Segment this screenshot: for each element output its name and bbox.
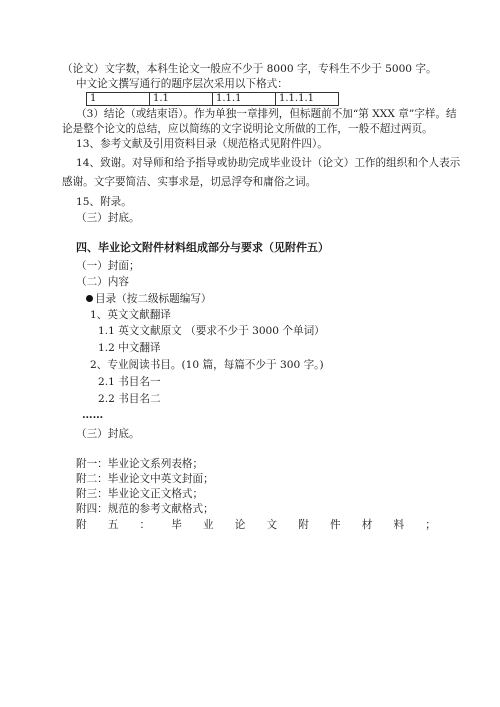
heading-level-table [86, 92, 339, 106]
char: 件 [330, 519, 341, 531]
char: 业 [203, 519, 214, 531]
text-line: 论是整个论文的总结，应以简练的文字说明论文所做的工作，一般不超过两页。 [62, 123, 433, 135]
text-line: 1.1 英文文献原文 （要求不少于 3000 个单词） [98, 325, 325, 337]
toc-item [86, 293, 212, 306]
text-line: （一）封面； [76, 260, 140, 272]
text-line: 2.2 书目名二 [98, 393, 161, 405]
table-cell: 1.1.1 [213, 93, 276, 106]
text-line: 感谢。文字要简洁、实事求是，切忌浮夸和庸俗之词。 [62, 176, 317, 188]
char: 五 [107, 519, 119, 531]
text-line: （3）结论（或结束语）。作为单独一章排列，但标题前不加“第 XXX 章”字样。结 [76, 108, 457, 120]
appendix-line: 附二：毕业论文中英文封面； [76, 473, 214, 485]
toc-label: 目录（按二级标题编写） [95, 293, 212, 305]
char: 文 [266, 519, 278, 531]
table-cell: 1 [87, 93, 150, 106]
char: 材 [361, 519, 373, 531]
appendix-line: 附四：规范的参考文献格式； [76, 503, 214, 515]
section-heading: 四、毕业论文附件材料组成部分与要求（见附件五） [76, 241, 329, 254]
text-line: （论文）文字数，本科生论文一般应不少于 8000 字，专科生不少于 5000 字。 [62, 63, 437, 75]
text-line: （二）内容 [76, 276, 129, 288]
appendix-line: 附一：毕业论文系列表格； [76, 458, 204, 470]
text-line: 14、致谢。对导师和给予指导或协助完成毕业设计（论文）工作的组织和个人表示 [76, 157, 461, 169]
ellipsis: …… [82, 409, 104, 421]
text-line: 13、参考文献及引用资料目录（规范格式见附件四）。 [76, 138, 328, 150]
appendix-line-justified [76, 519, 436, 532]
char: ： [139, 519, 151, 531]
bullet-icon [86, 295, 93, 302]
char: 毕 [171, 519, 182, 531]
char: 附 [76, 519, 87, 531]
table-cell: 1.1 [150, 93, 213, 106]
table-cell: 1.1.1.1 [276, 93, 339, 106]
text-line: 15、附录。 [76, 196, 132, 208]
char: ； [425, 519, 436, 531]
text-line: 2、专业阅读书目。(10 篇，每篇不少于 300 字。) [90, 359, 324, 371]
char: 附 [298, 519, 309, 531]
text-line: 1、英文文献翻译 [90, 309, 171, 321]
appendix-line: 附三：毕业论文正文格式； [76, 488, 204, 500]
text-line: （三）封底。 [76, 212, 140, 224]
char: 料 [393, 519, 405, 531]
text-line: 中文论文撰写通行的题序层次采用以下格式： [76, 78, 288, 90]
text-line: 2.1 书目名一 [98, 376, 161, 388]
char: 论 [234, 519, 246, 531]
text-line: （三）封底。 [76, 428, 140, 440]
text-line: 1.2 中文翻译 [98, 342, 161, 354]
